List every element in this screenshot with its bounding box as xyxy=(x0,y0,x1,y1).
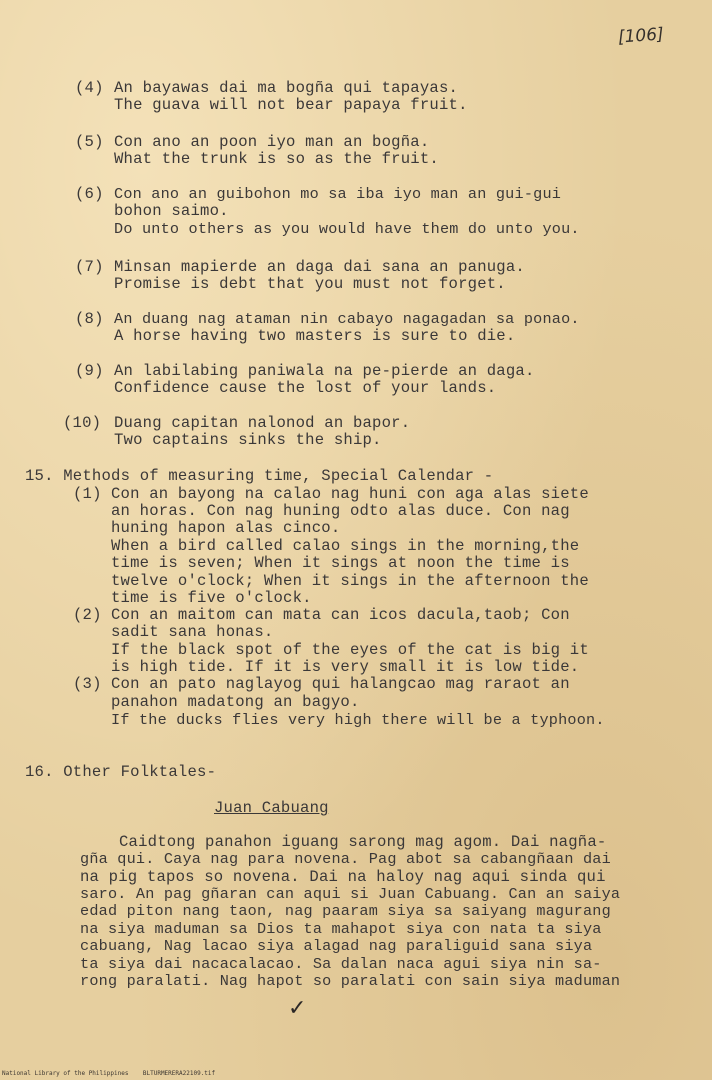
proverb-line: Duang capitan nalonod an bapor. xyxy=(114,414,411,432)
item-line: an horas. Con nag huning odto alas duce. Con nag xyxy=(111,502,570,520)
proverb-number: (8) xyxy=(75,310,104,328)
item-line: When a bird called calao sings in the morning,the xyxy=(111,537,580,555)
proverb-line: Two captains sinks the ship. xyxy=(114,431,382,449)
paragraph-line: edad piton nang taon, nag paaram siya sa saiyang magurang xyxy=(80,902,611,920)
paragraph-line: cabuang, Nag lacao siya alagad nag paraliguid sana siya xyxy=(80,937,593,955)
proverb-line: bohon saimo. xyxy=(114,202,229,220)
proverb-number: (7) xyxy=(75,258,104,276)
proverb-number: (4) xyxy=(75,79,104,97)
page-number: [106] xyxy=(617,24,665,48)
item-line: huning hapon alas cinco. xyxy=(111,519,341,537)
item-line: time is seven; When it sings at noon the time is xyxy=(111,554,570,572)
proverb-line: Confidence cause the lost of your lands. xyxy=(114,379,497,397)
section-heading: 16. Other Folktales- xyxy=(25,763,217,781)
paragraph-line: ta siya dai nacacalacao. Sa dalan naca agui siya nin sa- xyxy=(80,955,602,973)
item-line: time is five o'clock. xyxy=(111,589,312,607)
proverb-number: (5) xyxy=(75,133,104,151)
item-line: Con an pato naglayog qui halangcao mag raraot an xyxy=(111,675,570,693)
paragraph-line: rong paralati. Nag hapot so paralati con sain siya maduman xyxy=(80,972,621,990)
item-line: panahon madatong an bagyo. xyxy=(111,693,360,711)
paragraph-line: Caidtong panahon iguang sarong mag agom. Dai nagña- xyxy=(119,833,607,851)
scan-footer: National Library of the Philippines BLTURMERERA22109.tif xyxy=(2,1070,216,1077)
paragraph-line: na siya maduman sa Dios ta mahapot siya con nata ta siya xyxy=(80,920,602,938)
proverb-number: (10) xyxy=(63,414,102,432)
story-title: Juan Cabuang xyxy=(214,799,329,817)
item-line: twelve o'clock; When it sings in the afternoon the xyxy=(111,572,589,590)
proverb-number: (9) xyxy=(75,362,104,380)
item-line: Con an maitom can mata can icos dacula,taob; Con xyxy=(111,606,570,624)
handwritten-check-mark: ✓ xyxy=(288,996,307,1021)
item-number: (3) xyxy=(73,675,102,693)
proverb-number: (6) xyxy=(75,185,104,203)
item-line: Con an bayong na calao nag huni con aga alas siete xyxy=(111,485,589,503)
section-heading: 15. Methods of measuring time, Special Calendar - xyxy=(25,467,494,485)
proverb-line: What the trunk is so as the fruit. xyxy=(114,150,439,168)
item-line: If the ducks flies very high there will be a typhoon. xyxy=(111,711,605,729)
proverb-line: A horse having two masters is sure to die. xyxy=(114,327,516,345)
item-number: (2) xyxy=(73,606,102,624)
item-number: (1) xyxy=(73,485,102,503)
paragraph-line: na pig tapos so novena. Dai na haloy nag aqui sinda qui xyxy=(80,868,606,886)
proverb-line: The guava will not bear papaya fruit. xyxy=(114,96,468,114)
proverb-line: Con ano an poon iyo man an bogña. xyxy=(114,133,430,151)
proverb-line: Promise is debt that you must not forget. xyxy=(114,275,506,293)
proverb-line: An duang nag ataman nin cabayo nagagadan sa ponao. xyxy=(114,310,580,328)
proverb-line: Do unto others as you would have them do unto you. xyxy=(114,220,580,238)
item-line: sadit sana honas. xyxy=(111,623,274,641)
item-line: If the black spot of the eyes of the cat is big it xyxy=(111,641,589,659)
paragraph-line: saro. An pag gñaran can aqui si Juan Cabuang. Can an saiya xyxy=(80,885,621,903)
paragraph-line: gña qui. Caya nag para novena. Pag abot sa cabangñaan dai xyxy=(80,850,611,868)
proverb-line: Con ano an guibohon mo sa iba iyo man an gui-gui xyxy=(114,185,562,203)
proverb-line: Minsan mapierde an daga dai sana an panuga. xyxy=(114,258,525,276)
item-line: is high tide. If it is very small it is low tide. xyxy=(111,658,580,676)
proverb-line: An labilabing paniwala na pe-pierde an daga. xyxy=(114,362,535,380)
proverb-line: An bayawas dai ma bogña qui tapayas. xyxy=(114,79,459,97)
